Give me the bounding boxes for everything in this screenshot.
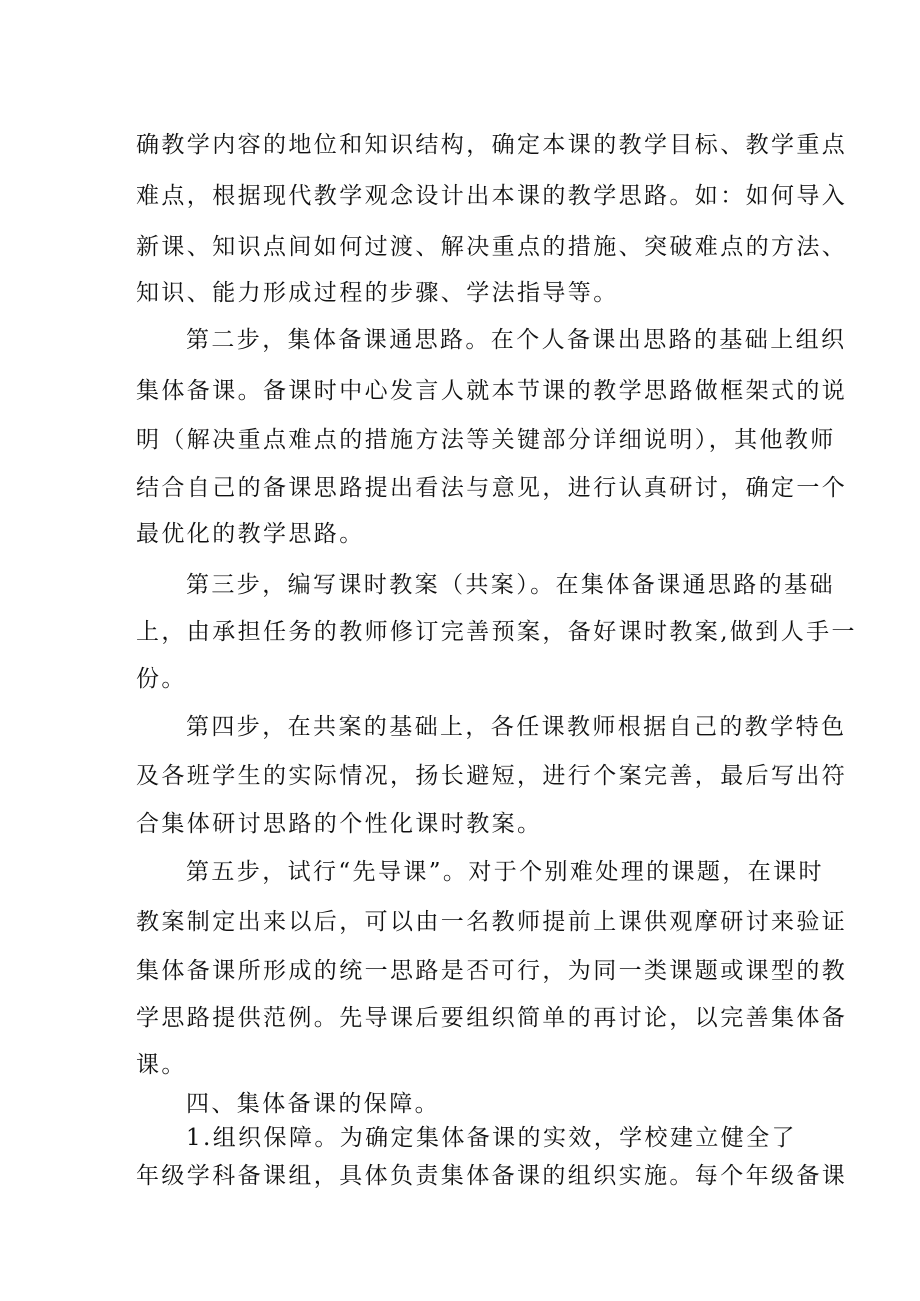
text-line: 上，由承担任务的教师修订完善预案，备好课时教案,做到人手一 (136, 619, 857, 645)
text-line: 集体备课。备课时中心发言人就本节课的教学思路做框架式的说 (136, 378, 848, 404)
text-line: 集体备课所形成的统一思路是否可行，为同一类课题或课型的教 (136, 958, 848, 984)
paragraph-organization-guarantee: 1.组织保障。为确定集体备课的实效，学校建立健全了 (186, 1125, 797, 1151)
paragraph-step-five: 第五步，试行“先导课”。对于个别难处理的课题，在课时 (186, 859, 824, 885)
text-line: 知识、能力形成过程的步骤、学法指导等。 (136, 280, 619, 306)
text-line: 份。 (136, 666, 187, 692)
text-line: 确教学内容的地位和知识结构，确定本课的教学目标、教学重点 (136, 132, 848, 158)
text-line: 明（解决重点难点的措施方法等关键部分详细说明），其他教师 (136, 427, 836, 453)
text-line: 合集体研讨思路的个性化课时教案。 (136, 811, 543, 837)
text-line: 年级学科备课组，具体负责集体备课的组织实施。每个年级备课 (136, 1163, 848, 1189)
text-line: 新课、知识点间如何过渡、解决重点的措施、突破难点的方法、 (136, 234, 848, 260)
text-line: 难点，根据现代教学观念设计出本课的教学思路。如：如何导入 (136, 183, 848, 209)
section-heading-four: 四、集体备课的保障。 (186, 1091, 440, 1117)
text-line: 最优化的教学思路。 (136, 521, 365, 547)
paragraph-step-three: 第三步，编写课时教案（共案）。在集体备课通思路的基础 (186, 572, 835, 598)
text-line: 及各班学生的实际情况，扬长避短，进行个案完善，最后写出符 (136, 763, 848, 789)
text-line: 学思路提供范例。先导课后要组织简单的再讨论，以完善集体备 (136, 1005, 848, 1031)
paragraph-step-two: 第二步，集体备课通思路。在个人备课出思路的基础上组织 (186, 327, 847, 353)
text-line: 结合自己的备课思路提出看法与意见，进行认真研讨，确定一个 (136, 475, 848, 501)
text-line: 教案制定出来以后，可以由一名教师提前上课供观摩研讨来验证 (136, 909, 848, 935)
text-line: 课。 (136, 1052, 187, 1078)
paragraph-step-four: 第四步，在共案的基础上，各任课教师根据自己的教学特色 (186, 714, 847, 740)
